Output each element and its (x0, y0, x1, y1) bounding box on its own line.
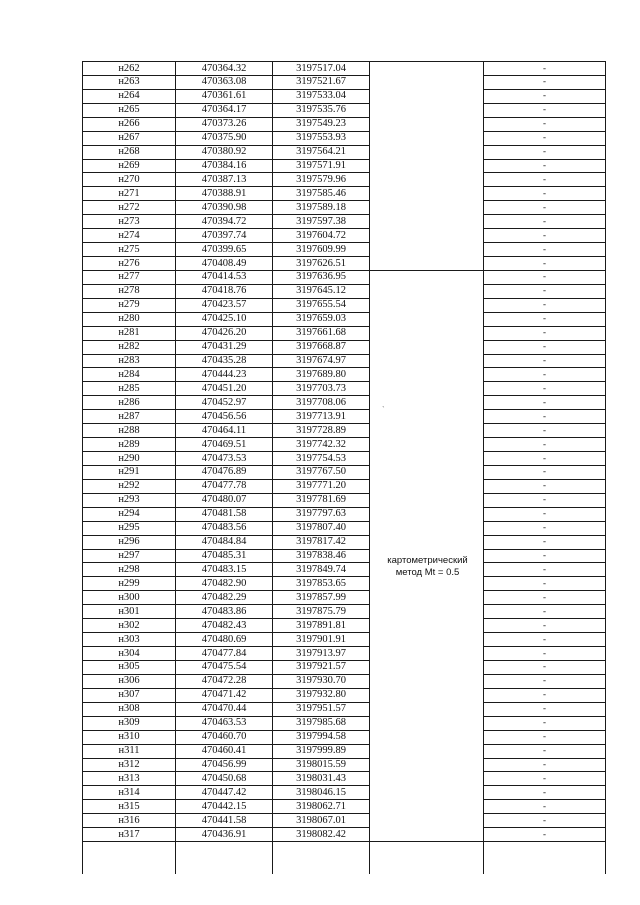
y-coordinate-cell: 3197517.04 (296, 62, 346, 74)
y-coordinate-cell: 3197661.68 (296, 327, 346, 339)
x-coordinate-cell: 470373.26 (201, 118, 247, 130)
accuracy-cell: - (543, 90, 546, 101)
x-coordinate-cell: 470399.65 (201, 243, 247, 255)
x-coordinate-cell: 470483.15 (201, 563, 247, 575)
accuracy-cell: - (543, 786, 546, 797)
accuracy-cell: - (543, 173, 546, 184)
point-name-cell: н275 (118, 243, 140, 255)
y-coordinate-cell: 3198015.59 (296, 759, 346, 770)
x-coordinate-cell: 470384.16 (201, 160, 247, 171)
accuracy-cell: - (543, 299, 546, 310)
accuracy-cell: - (543, 661, 546, 672)
accuracy-cell: - (543, 717, 546, 728)
y-coordinate-cell: 3197668.87 (296, 341, 346, 353)
point-name-cell: н308 (118, 703, 140, 715)
point-name-cell: н274 (118, 229, 140, 241)
y-coordinate-cell: 3197535.76 (296, 104, 346, 116)
accuracy-cell: - (543, 160, 546, 170)
accuracy-cell: - (543, 438, 546, 449)
x-coordinate-cell: 470484.84 (201, 536, 247, 548)
x-coordinate-cell: 470464.11 (201, 424, 247, 436)
y-coordinate-cell: 3197807.40 (296, 522, 346, 534)
x-coordinate-cell: 470460.70 (201, 731, 247, 743)
table-border-right (605, 61, 606, 874)
x-coordinate-cell: 470456.56 (201, 410, 247, 422)
merged-cell-divider (369, 270, 484, 271)
point-name-cell: н282 (118, 341, 140, 353)
x-coordinate-cell: 470476.89 (201, 466, 247, 478)
point-name-cell: н306 (118, 675, 140, 687)
point-name-cell: н304 (118, 647, 140, 659)
y-coordinate-cell: 3197585.46 (296, 187, 346, 199)
y-coordinate-cell: 3197564.21 (296, 146, 346, 158)
point-name-cell: н279 (118, 299, 140, 311)
method-note-line2: метод Mt = 0.5 (395, 567, 460, 578)
x-coordinate-cell: 470390.98 (201, 201, 247, 213)
method-note-line1: картометрический (387, 555, 468, 566)
stray-mark: ` (382, 405, 385, 414)
accuracy-cell: - (543, 577, 546, 588)
x-coordinate-cell: 470483.56 (201, 522, 247, 534)
y-coordinate-cell: 3197521.67 (296, 76, 346, 88)
point-name-cell: н287 (118, 410, 140, 422)
point-name-cell: н262 (118, 62, 140, 74)
table-border-bottom (82, 841, 606, 842)
y-coordinate-cell: 3197838.46 (296, 550, 346, 562)
accuracy-cell: - (543, 452, 546, 463)
point-name-cell: н284 (118, 368, 140, 380)
accuracy-cell: - (543, 466, 546, 477)
point-name-cell: н271 (118, 187, 140, 199)
accuracy-cell: - (543, 591, 546, 602)
x-coordinate-cell: 470469.51 (201, 438, 247, 450)
point-name-cell: н277 (118, 271, 140, 283)
x-coordinate-cell: 470482.43 (201, 619, 247, 631)
accuracy-cell: - (543, 327, 546, 338)
point-name-cell: н264 (118, 90, 140, 102)
y-coordinate-cell: 3197636.95 (296, 271, 346, 283)
point-name-cell: н286 (118, 396, 140, 408)
accuracy-cell: - (543, 703, 546, 714)
point-name-cell: н300 (118, 591, 140, 603)
y-coordinate-cell: 3197853.65 (296, 577, 346, 589)
accuracy-cell: - (543, 480, 546, 491)
x-coordinate-cell: 470418.76 (201, 285, 247, 297)
accuracy-cell: - (543, 341, 546, 352)
y-coordinate-cell: 3197913.97 (296, 647, 346, 659)
x-coordinate-cell: 470452.97 (201, 396, 247, 408)
point-name-cell: н280 (118, 313, 140, 325)
point-name-cell: н293 (118, 494, 140, 506)
point-name-cell: н298 (118, 563, 140, 575)
point-name-cell: н263 (118, 76, 140, 88)
x-coordinate-cell: 470414.53 (201, 271, 247, 283)
point-name-cell: н276 (118, 257, 140, 269)
accuracy-cell: - (543, 814, 546, 825)
y-coordinate-cell: 3197674.97 (296, 355, 346, 367)
accuracy-cell: - (543, 229, 546, 240)
y-coordinate-cell: 3198046.15 (296, 786, 346, 798)
point-name-cell: н285 (118, 382, 140, 394)
x-coordinate-cell: 470450.68 (201, 772, 247, 784)
x-coordinate-cell: 470441.58 (201, 814, 247, 826)
y-coordinate-cell: 3197781.69 (296, 494, 346, 506)
point-name-cell: н317 (118, 828, 140, 840)
x-coordinate-cell: 470475.54 (201, 661, 247, 673)
y-coordinate-cell: 3197713.91 (296, 410, 346, 422)
accuracy-cell: - (543, 619, 546, 630)
point-name-cell: н312 (118, 759, 140, 770)
point-name-cell: н310 (118, 731, 140, 743)
x-coordinate-cell: 470380.92 (201, 146, 247, 158)
point-name-cell: н294 (118, 508, 140, 520)
x-coordinate-cell: 470481.58 (201, 508, 247, 520)
y-coordinate-cell: 3197579.96 (296, 173, 346, 185)
x-coordinate-cell: 470394.72 (201, 215, 247, 227)
x-coordinate-cell: 470361.61 (201, 90, 247, 102)
x-coordinate-cell: 470388.91 (201, 187, 247, 199)
accuracy-cell: - (543, 62, 546, 73)
point-name-cell: н315 (118, 800, 140, 812)
column-divider (369, 61, 370, 874)
x-coordinate-cell: 470444.23 (201, 368, 247, 380)
y-coordinate-cell: 3197849.74 (296, 563, 346, 575)
x-coordinate-cell: 470472.28 (201, 675, 247, 687)
y-coordinate-cell: 3197728.89 (296, 424, 346, 436)
x-coordinate-cell: 470387.13 (201, 173, 247, 185)
x-coordinate-cell: 470435.28 (201, 355, 247, 367)
y-coordinate-cell: 3197571.91 (296, 160, 346, 171)
point-name-cell: н303 (118, 633, 140, 645)
y-coordinate-cell: 3197875.79 (296, 605, 346, 617)
y-coordinate-cell: 3197932.80 (296, 689, 346, 701)
accuracy-cell: - (543, 187, 546, 198)
x-coordinate-cell: 470483.86 (201, 605, 247, 617)
accuracy-cell: - (543, 605, 546, 616)
x-coordinate-cell: 470460.41 (201, 745, 247, 757)
y-coordinate-cell: 3197951.57 (296, 703, 346, 715)
accuracy-cell: - (543, 828, 546, 839)
y-coordinate-cell: 3197771.20 (296, 480, 346, 492)
y-coordinate-cell: 3197597.38 (296, 215, 346, 227)
accuracy-cell: - (543, 76, 546, 87)
point-name-cell: н305 (118, 661, 140, 673)
accuracy-cell: - (543, 633, 546, 644)
x-coordinate-cell: 470408.49 (201, 257, 247, 269)
y-coordinate-cell: 3197533.04 (296, 90, 346, 102)
y-coordinate-cell: 3197604.72 (296, 229, 346, 241)
x-coordinate-cell: 470482.29 (201, 591, 247, 603)
x-coordinate-cell: 470447.42 (201, 786, 247, 798)
point-name-cell: н272 (118, 201, 140, 213)
accuracy-cell: - (543, 382, 546, 393)
y-coordinate-cell: 3197921.57 (296, 661, 346, 673)
x-coordinate-cell: 470473.53 (201, 452, 247, 464)
point-name-cell: н296 (118, 536, 140, 548)
point-name-cell: н299 (118, 577, 140, 589)
y-coordinate-cell: 3197703.73 (296, 382, 346, 394)
accuracy-cell: - (543, 104, 546, 115)
y-coordinate-cell: 3197659.03 (296, 313, 346, 325)
x-coordinate-cell: 470480.69 (201, 633, 247, 645)
x-coordinate-cell: 470397.74 (201, 229, 247, 241)
y-coordinate-cell: 3197708.06 (296, 396, 346, 408)
accuracy-cell: - (543, 731, 546, 742)
point-name-cell: н311 (118, 745, 140, 757)
x-coordinate-cell: 470456.99 (201, 759, 247, 770)
x-coordinate-cell: 470375.90 (201, 132, 247, 144)
x-coordinate-cell: 470477.84 (201, 647, 247, 659)
x-coordinate-cell: 470364.32 (201, 62, 247, 74)
accuracy-cell: - (543, 243, 546, 254)
x-coordinate-cell: 470485.31 (201, 550, 247, 562)
y-coordinate-cell: 3198031.43 (296, 772, 346, 784)
point-name-cell: н307 (118, 689, 140, 701)
accuracy-cell: - (543, 201, 546, 212)
y-coordinate-cell: 3197767.50 (296, 466, 346, 478)
point-name-cell: н283 (118, 355, 140, 367)
y-coordinate-cell: 3197930.70 (296, 675, 346, 687)
accuracy-cell: - (543, 508, 546, 519)
point-name-cell: н288 (118, 424, 140, 436)
y-coordinate-cell: 3197999.89 (296, 745, 346, 757)
accuracy-cell: - (543, 271, 546, 282)
y-coordinate-cell: 3197994.58 (296, 731, 346, 743)
accuracy-cell: - (543, 118, 546, 129)
point-name-cell: н291 (118, 466, 140, 478)
point-name-cell: н316 (118, 814, 140, 826)
y-coordinate-cell: 3197609.99 (296, 243, 346, 255)
x-coordinate-cell: 470431.29 (201, 341, 247, 353)
point-name-cell: н290 (118, 452, 140, 464)
accuracy-cell: - (543, 745, 546, 756)
x-coordinate-cell: 470364.17 (201, 104, 247, 116)
y-coordinate-cell: 3198062.71 (296, 800, 346, 812)
accuracy-cell: - (543, 550, 546, 561)
y-coordinate-cell: 3197689.80 (296, 368, 346, 380)
y-coordinate-cell: 3197655.54 (296, 299, 346, 311)
accuracy-cell: - (543, 689, 546, 700)
x-coordinate-cell: 470442.15 (201, 800, 247, 812)
x-coordinate-cell: 470470.44 (201, 703, 247, 715)
point-name-cell: н273 (118, 215, 140, 227)
x-coordinate-cell: 470425.10 (201, 313, 247, 325)
x-coordinate-cell: 470463.53 (201, 717, 247, 729)
point-name-cell: н278 (118, 285, 140, 297)
y-coordinate-cell: 3197553.93 (296, 132, 346, 144)
y-coordinate-cell: 3197754.53 (296, 452, 346, 464)
point-name-cell: н292 (118, 480, 140, 492)
accuracy-cell: - (543, 355, 546, 366)
accuracy-cell: - (543, 536, 546, 547)
accuracy-cell: - (543, 146, 546, 157)
point-name-cell: н309 (118, 717, 140, 729)
y-coordinate-cell: 3197901.91 (296, 633, 346, 645)
point-name-cell: н301 (118, 605, 140, 617)
accuracy-cell: - (543, 494, 546, 505)
x-coordinate-cell: 470426.20 (201, 327, 247, 339)
point-name-cell: н314 (118, 786, 140, 798)
point-name-cell: н268 (118, 146, 140, 158)
accuracy-cell: - (543, 424, 546, 435)
accuracy-cell: - (543, 522, 546, 533)
accuracy-cell: - (543, 800, 546, 811)
y-coordinate-cell: 3198067.01 (296, 814, 346, 826)
y-coordinate-cell: 3197797.63 (296, 508, 346, 520)
accuracy-cell: - (543, 368, 546, 379)
accuracy-cell: - (543, 132, 546, 143)
accuracy-cell: - (543, 396, 546, 407)
point-name-cell: н295 (118, 522, 140, 534)
point-name-cell: н289 (118, 438, 140, 450)
y-coordinate-cell: 3197891.81 (296, 619, 346, 631)
point-name-cell: н297 (118, 550, 140, 562)
y-coordinate-cell: 3197857.99 (296, 591, 346, 603)
y-coordinate-cell: 3198082.42 (296, 828, 346, 840)
x-coordinate-cell: 470436.91 (201, 828, 247, 840)
accuracy-cell: - (543, 410, 546, 421)
accuracy-cell: - (543, 215, 546, 226)
point-name-cell: н302 (118, 619, 140, 631)
y-coordinate-cell: 3197549.23 (296, 118, 346, 130)
accuracy-cell: - (543, 772, 546, 783)
accuracy-cell: - (543, 563, 546, 574)
x-coordinate-cell: 470480.07 (201, 494, 247, 506)
x-coordinate-cell: 470423.57 (201, 299, 247, 311)
point-name-cell: н267 (118, 132, 140, 144)
point-name-cell: н281 (118, 327, 140, 339)
y-coordinate-cell: 3197626.51 (296, 257, 346, 269)
y-coordinate-cell: 3197645.12 (296, 285, 346, 297)
accuracy-cell: - (543, 313, 546, 324)
x-coordinate-cell: 470482.90 (201, 577, 247, 589)
x-coordinate-cell: 470363.08 (201, 76, 247, 88)
point-name-cell: н270 (118, 173, 140, 185)
method-note (372, 555, 483, 579)
x-coordinate-cell: 470471.42 (201, 689, 247, 701)
x-coordinate-cell: 470477.78 (201, 480, 247, 492)
accuracy-cell: - (543, 285, 546, 296)
accuracy-cell: - (543, 675, 546, 686)
point-name-cell: н313 (118, 772, 140, 784)
y-coordinate-cell: 3197742.32 (296, 438, 346, 450)
y-coordinate-cell: 3197589.18 (296, 201, 346, 213)
x-coordinate-cell: 470451.20 (201, 382, 247, 394)
accuracy-cell: - (543, 257, 546, 268)
coordinates-table (82, 61, 606, 874)
point-name-cell: н269 (118, 160, 140, 171)
y-coordinate-cell: 3197817.42 (296, 536, 346, 548)
y-coordinate-cell: 3197985.68 (296, 717, 346, 729)
accuracy-cell: - (543, 759, 546, 769)
point-name-cell: н265 (118, 104, 140, 116)
point-name-cell: н266 (118, 118, 140, 130)
accuracy-cell: - (543, 647, 546, 658)
